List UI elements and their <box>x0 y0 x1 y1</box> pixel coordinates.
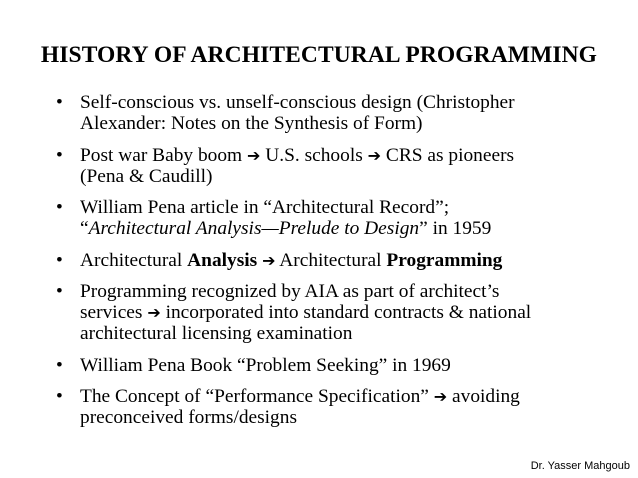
bullet-6-line-1: William Pena Book “Problem Seeking” in 1969 <box>80 354 451 376</box>
bullet-4-line-1 <box>80 250 631 271</box>
bullet-5-text-a: services <box>80 302 143 323</box>
bullet-item-2 <box>56 145 631 187</box>
bullet-2-text-a: Post war Baby boom <box>80 144 243 166</box>
bullet-item-6 <box>56 355 631 376</box>
bullet-4-pre-2: Architectural <box>279 249 382 271</box>
right-arrow-icon: ➔ <box>147 303 161 322</box>
bullet-1-line-2: Alexander: Notes on the Synthesis of Form) <box>80 113 423 134</box>
bullet-5-line-1: Programming recognized by AIA as part of architect’s <box>80 281 500 302</box>
right-arrow-icon: ➔ <box>246 145 261 165</box>
bullet-4-bold-1: Analysis <box>187 249 258 271</box>
bullet-dot: • <box>56 144 63 166</box>
bullet-3-line-1: William Pena article in “Architectural Record”; <box>80 197 450 218</box>
bullet-2-text-c: CRS as pioneers <box>385 144 515 166</box>
bullet-dot: • <box>56 386 63 407</box>
bullet-7-text-b: avoiding <box>452 386 520 407</box>
bullet-4-pre-1: Architectural <box>80 249 183 271</box>
bullet-dot: • <box>56 197 63 218</box>
bullet-dot: • <box>56 354 63 376</box>
right-arrow-icon: ➔ <box>433 387 448 406</box>
bullet-1-line-1: Self-conscious vs. unself-conscious design (Christopher <box>80 92 515 113</box>
bullet-list <box>56 92 631 439</box>
right-arrow-icon: ➔ <box>262 250 276 270</box>
bullet-dot: • <box>56 92 63 113</box>
bullet-7-text-a: The Concept of “Performance Specification” <box>80 386 429 407</box>
bullet-5-text-b: incorporated into standard contracts & national <box>165 302 532 323</box>
bullet-2-text-b: U.S. schools <box>265 144 363 166</box>
bullet-3-open-quote: “ <box>80 218 89 239</box>
bullet-dot: • <box>56 249 63 271</box>
author-footer: Dr. Yasser Mahgoub <box>530 460 630 472</box>
bullet-item-7 <box>56 386 631 428</box>
bullet-item-4 <box>56 250 631 271</box>
bullet-5-line-2 <box>80 302 631 323</box>
bullet-7-line-2: preconceived forms/designs <box>80 407 297 428</box>
bullet-7-line-1 <box>80 386 631 407</box>
bullet-item-5 <box>56 281 631 344</box>
bullet-3-line-2 <box>80 218 631 239</box>
bullet-2-line-2: (Pena & Caudill) <box>80 165 213 187</box>
bullet-dot: • <box>56 281 63 302</box>
bullet-3-italic-title: Architectural Analysis—Prelude to Design <box>88 218 420 239</box>
bullet-2-line-1 <box>80 145 631 166</box>
right-arrow-icon: ➔ <box>367 145 382 165</box>
bullet-item-1 <box>56 92 631 134</box>
bullet-item-3 <box>56 197 631 239</box>
bullet-3-close: ” in 1959 <box>419 218 492 239</box>
slide-title: HISTORY OF ARCHITECTURAL PROGRAMMING <box>40 42 598 68</box>
bullet-4-bold-2: Programming <box>386 249 503 271</box>
bullet-5-line-3: architectural licensing examination <box>80 323 353 344</box>
